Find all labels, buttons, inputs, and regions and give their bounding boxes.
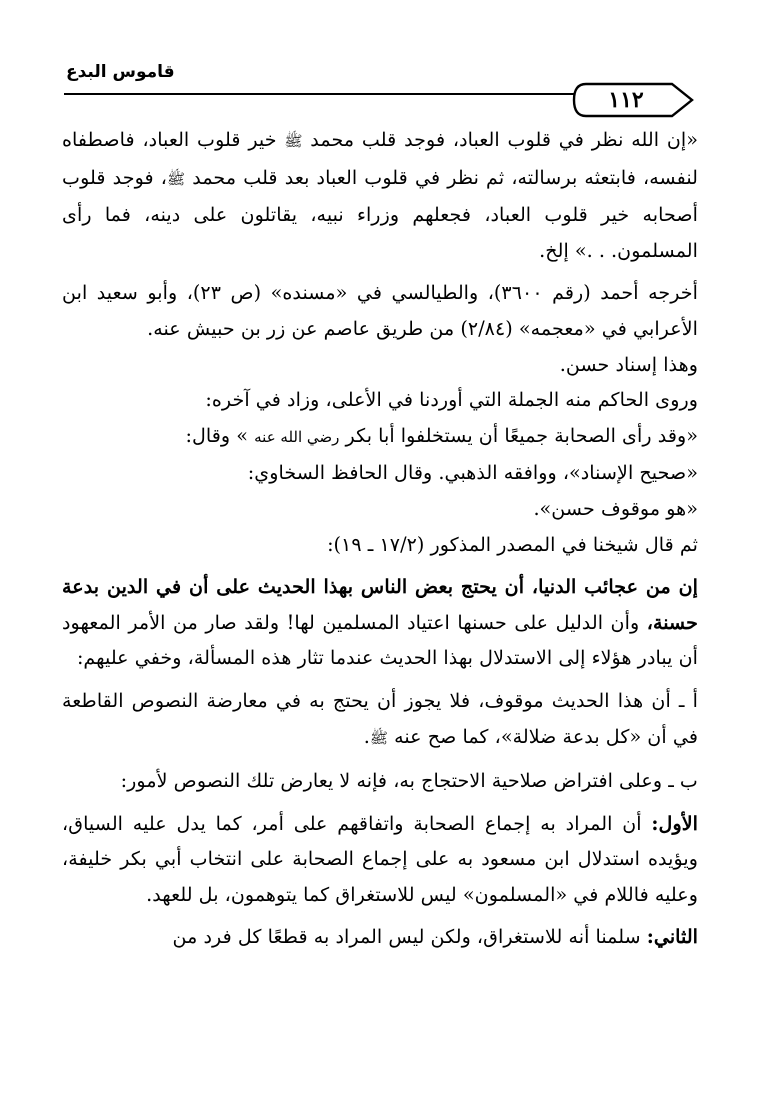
paragraph <box>62 347 698 383</box>
paragraph <box>62 382 698 418</box>
paragraph <box>62 275 698 346</box>
text-segment: أن المراد به إجماع الصحابة واتفاقهم على أمر، كما يدل عليه السياق، ويؤيده استدلال ابن مسعود به على إجماع الصحابة على انتخاب أبي بكر خليفة، وعليه فاللام في «المسلمون» ليس للاستغراق كما يتوهمون، بل للعهد. <box>62 811 698 906</box>
text-segment: أ ـ أن هذا الحديث موقوف، فلا يجوز أن يحتج به في معارضة النصوص القاطعة في أن «كل بدعة ضلالة»، كما صح عنه <box>62 688 698 748</box>
text-segment: . <box>363 724 370 748</box>
text-segment: «صحيح الإسناد»، ووافقه الذهبي. وقال الحافظ السخاوي: <box>247 461 698 485</box>
paragraph <box>62 455 698 491</box>
text-segment: ، فوجد قلوب أصحابه خير قلوب العباد، فجعلهم وزراء نبيه، يقاتلون على دينه، فما رأى المسلمون. . .» إلخ. <box>62 165 698 262</box>
page-body <box>62 122 698 955</box>
text-segment: أخرجه أحمد (رقم ٣٦٠٠)، والطيالسي في «مسنده» (ص ٢٣)، وأبو سعيد ابن الأعرابي في «معجمه» (٢/٨٤) من طريق عاصم عن زر بن حبيش عنه. <box>62 281 698 340</box>
header-rule <box>64 93 588 95</box>
text-segment: «وقد رأى الصحابة جميعًا أن يستخلفوا أبا بكر <box>339 423 698 447</box>
bold-text: الثاني: <box>646 925 698 949</box>
text-segment: خير قلوب العباد، فاصطفاه لنفسه، فابتعثه برسالته، ثم نظر في قلوب العباد بعد قلب محمد <box>62 128 698 189</box>
text-segment: «إن الله نظر في قلوب العباد، فوجد قلب محمد <box>302 128 698 151</box>
honorific-glyph: ﷺ <box>284 132 303 150</box>
bold-text: إن من عجائب الدنيا، أن يحتج بعض الناس بهذا الحديث على أن في الدين بدعة حسنة، <box>62 575 698 634</box>
honorific-glyph: ﷺ <box>369 728 388 747</box>
book-title: قاموس البدع <box>66 62 175 82</box>
paragraph <box>62 919 698 955</box>
bold-text: الأول: <box>651 811 698 835</box>
paragraph <box>62 569 698 676</box>
text-segment: ب ـ وعلى افتراض صلاحية الاحتجاج به، فإنه لا يعارض تلك النصوص لأمور: <box>120 769 698 793</box>
text-segment: » وقال: <box>185 423 255 447</box>
paragraph <box>62 418 698 456</box>
paragraph <box>62 491 698 527</box>
text-segment: ثم قال شيخنا في المصدر المذكور (١٧/٢ ـ ١٩): <box>327 532 698 556</box>
text-segment: سلمنا أنه للاستغراق، ولكن ليس المراد به قطعًا كل فرد من <box>172 925 647 949</box>
page-number-badge <box>572 82 694 118</box>
honorific-glyph: ﷺ <box>167 169 186 188</box>
paragraph <box>62 763 698 799</box>
text-segment: وأن الدليل على حسنها اعتياد المسلمين لها! ولقد صار من الأمر المعهود أن يبادر هؤلاء إلى الاستدلال بهذا الحديث عندما تثار هذه المسألة، وخفي عليهم: <box>62 610 698 670</box>
text-segment: «هو موقوف حسن». <box>533 496 698 520</box>
text-segment: وروى الحاكم منه الجملة التي أوردنا في الأعلى، وزاد في آخره: <box>205 388 698 412</box>
page-number: ١١٢ <box>608 87 644 113</box>
paragraph <box>62 806 698 913</box>
text-segment: وهذا إسناد حسن. <box>559 352 698 376</box>
paragraph <box>62 122 698 268</box>
honorific-glyph: رضي الله عنه <box>254 427 340 446</box>
paragraph <box>62 683 698 756</box>
paragraph <box>62 527 698 563</box>
